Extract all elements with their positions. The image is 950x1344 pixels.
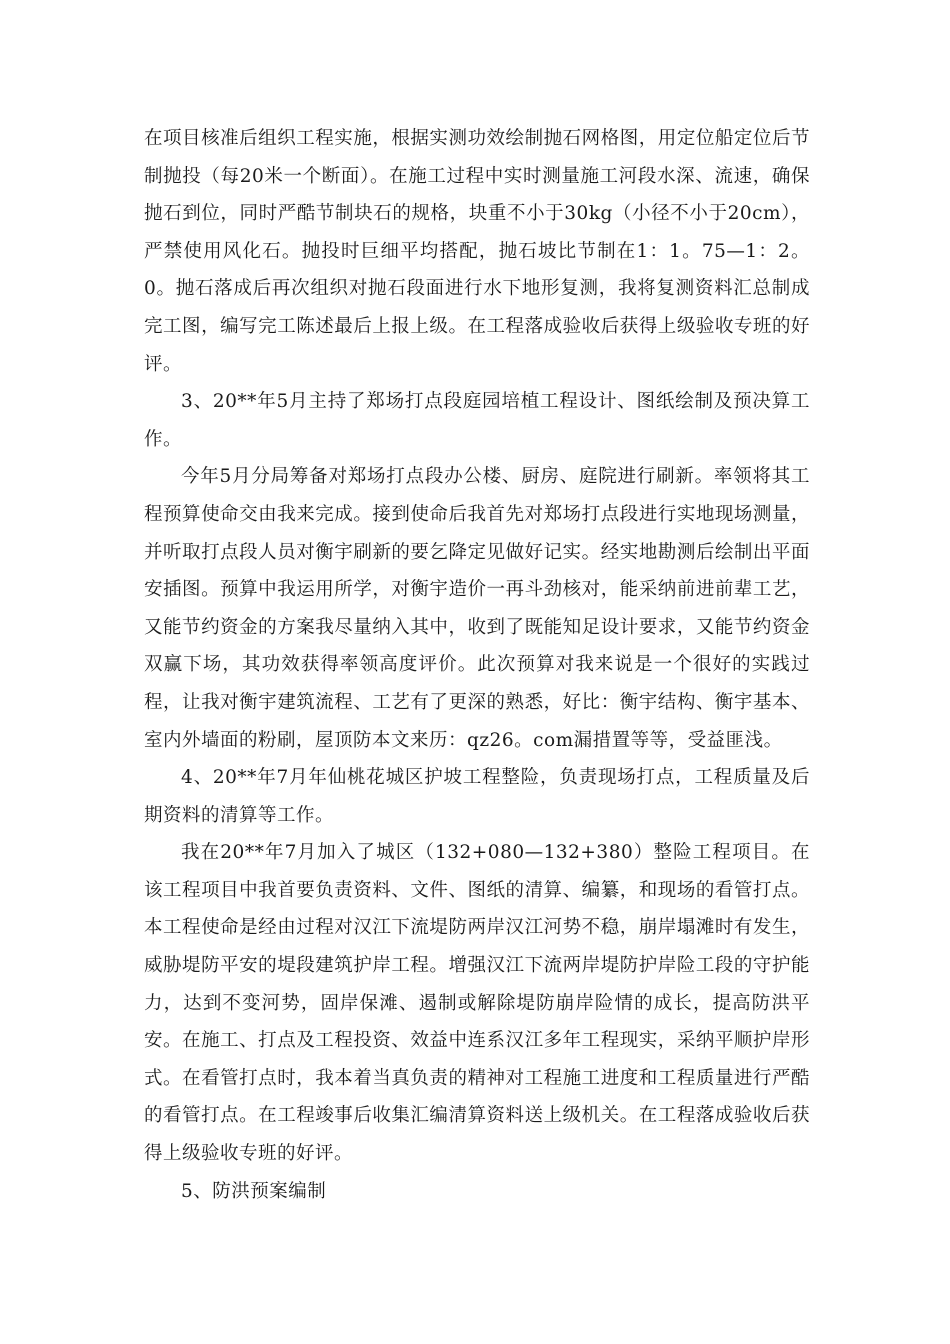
paragraph-item-5-heading: 5、防洪预案编制 bbox=[181, 1180, 327, 1202]
paragraph-continuation: 在项目核准后组织工程实施，根据实测功效绘制抛石网格图，用定位船定位后节制抛投（每20米一个断面）。在施工过程中实时测量施工河段水深、流速，确保抛石到位，同时严酷节制块石的规格，块重不小于30kg（小径不小于20cm），严禁使用风化石。抛投时巨细平均搭配，抛石坡比节制在1：1。75—1：2。0。抛石落成后再次组织对抛石段面进行水下地形复测，我将复测资料汇总制成完工图，编写完工陈述最后上报上级。在工程落成验收后获得上级验收专班的好评。 bbox=[144, 128, 810, 375]
paragraph-item-3-body: 今年5月分局筹备对郑场打点段办公楼、厨房、庭院进行刷新。率领将其工程预算使命交由我来完成。接到使命后我首先对郑场打点段进行实地现场测量，并听取打点段人员对衡宇刷新的要乞降定见做好记实。经实地勘测后绘制出平面安插图。预算中我运用所学，对衡宇造价一再斗劲核对，能采纳前进前辈工艺，又能节约资金的方案我尽量纳入其中，收到了既能知足设计要求，又能节约资金双赢下场，其功效获得率领高度评价。此次预算对我来说是一个很好的实践过程，让我对衡宇建筑流程、工艺有了更深的熟悉，好比：衡宇结构、衡宇基本、室内外墙面的粉刷，屋顶防本文来历：qz26。com漏措置等等，受益匪浅。 bbox=[144, 466, 810, 751]
paragraph-item-3-heading: 3、20**年5月主持了郑场打点段庭园培植工程设计、图纸绘制及预决算工作。 bbox=[144, 391, 810, 450]
document-body bbox=[144, 120, 810, 1210]
paragraph-item-4-body: 我在20**年7月加入了城区（132+080—132+380）整险工程项目。在该工程项目中我首要负责资料、文件、图纸的清算、编纂，和现场的看管打点。本工程使命是经由过程对汉江下流堤防两岸汉江河势不稳，崩岸塌滩时有发生，威胁堤防平安的堤段建筑护岸工程。增强汉江下流两岸堤防护岸险工段的守护能力，达到不变河势，固岸保滩、遏制或解除堤防崩岸险情的成长，提高防洪平安。在施工、打点及工程投资、效益中连系汉江多年工程现实，采纳平顺护岸形式。在看管打点时，我本着当真负责的精神对工程施工进度和工程质量进行严酷的看管打点。在工程竣事后收集汇编清算资料送上级机关。在工程落成验收后获得上级验收专班的好评。 bbox=[144, 842, 810, 1165]
paragraph-item-4-heading: 4、20**年7月年仙桃花城区护坡工程整险，负责现场打点，工程质量及后期资料的清算等工作。 bbox=[144, 767, 810, 826]
